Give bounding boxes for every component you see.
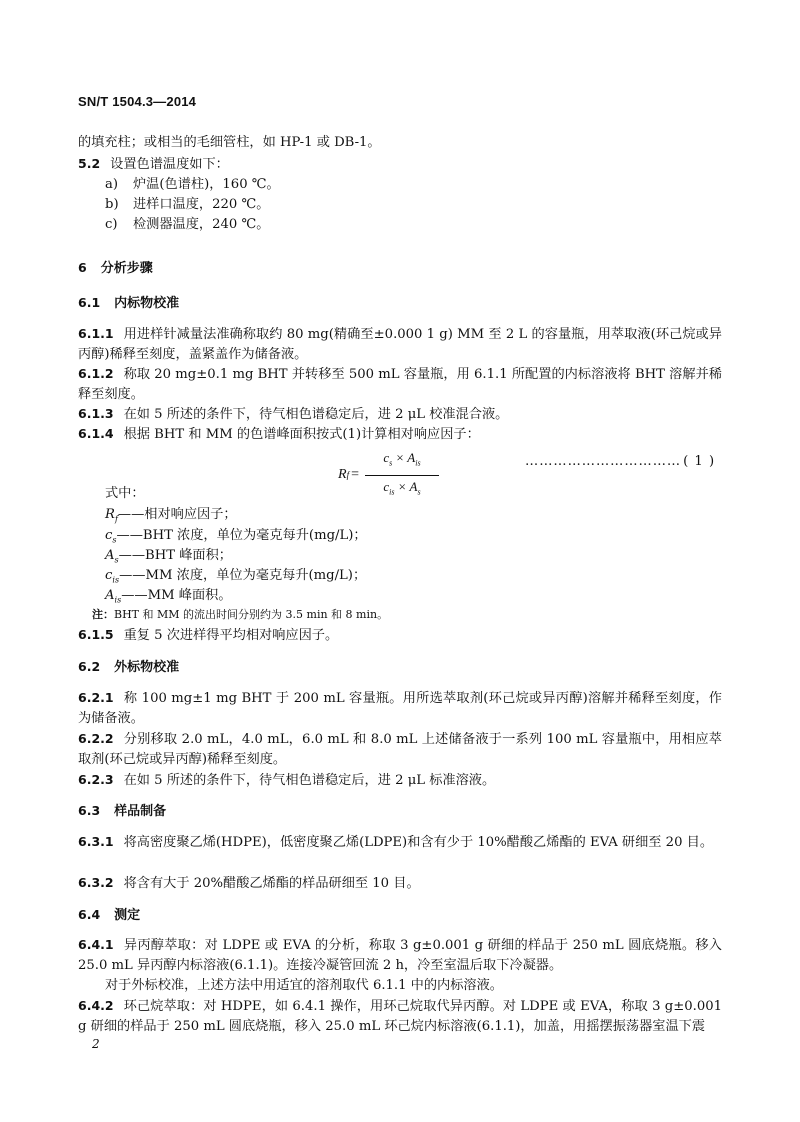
clause-6-1-1: 6.1.1 用进样针减量法准确称取约 80 mg(精确至±0.000 1 g) MM 至 2 L 的容量瓶，用萃取液(环己烷或异丙醇)稀释至刻度，盖紧盖作为储备液。: [78, 326, 722, 362]
section-heading-6: 6 分析步骤: [78, 260, 153, 276]
standard-code: SN/T 1504.3—2014: [78, 94, 197, 109]
list-item: b) 进样口温度，220 ℃。: [105, 197, 270, 212]
section-heading-6-3: 6.3 样品制备: [78, 803, 167, 819]
variable-def: $c_s——BHT$ 浓度，单位为毫克每升(mg/L)；: [105, 528, 367, 545]
clause-6-2-2: 6.2.2 分别移取 2.0 mL，4.0 mL，6.0 mL 和 8.0 mL 上述储备液于一系列 100 mL 容量瓶中，用相应萃取剂(环己烷或异丙醇)稀释至刻度。: [78, 731, 722, 767]
clause-6-1-3: 6.1.3 在如 5 所述的条件下，待气相色谱稳定后，进 2 μL 校准混合液。: [78, 406, 509, 422]
section-heading-6-2: 6.2 外标物校准: [78, 659, 180, 675]
formula-fraction: $\frac{c_s \times A_{is}}{c_{is} \times A_s}$: [365, 448, 439, 502]
formula-number: …………………………… ( 1 ): [525, 454, 716, 469]
where-label: 式中：: [105, 486, 145, 501]
note: 注：BHT 和 MM 的流出时间分别约为 3.5 min 和 8 min。: [92, 608, 389, 621]
list-item: a) 炉温(色谱柱)，160 ℃。: [105, 177, 280, 192]
variable-def: $A_s——BHT$ 峰面积；: [105, 548, 232, 565]
section-heading-6-1: 6.1 内标物校准: [78, 295, 180, 311]
clause-5-2: [78, 154, 229, 175]
clause-text: 设置色谱温度如下：: [110, 157, 229, 172]
clause-6-1-4: 6.1.4 根据 BHT 和 MM 的色谱峰面积按式(1)计算相对响应因子：: [78, 426, 480, 442]
section-heading-6-4: 6.4 测定: [78, 907, 141, 923]
clause-6-4-1-note: 对于外标校准，上述方法中用适宜的溶剂取代 6.1.1 中的内标溶液。: [105, 978, 503, 993]
clause-6-4-1: 6.4.1 异丙醇萃取：对 LDPE 或 EVA 的分析，称取 3 g±0.001 g 研细的样品于 250 mL 圆底烧瓶。移入 25.0 mL 异丙醇内标溶液(6.1.1)。连接冷凝管回流 2 h，冷至室温后取下冷凝器。: [78, 937, 722, 973]
continued-text: 的填充柱；或相当的毛细管柱，如 HP-1 或 DB-1。: [78, 135, 381, 150]
formula-1: R f = $\frac{c_s \times A_{is}}{c_{is} \times A_s}$: [338, 448, 439, 502]
clause-6-2-3: 6.2.3 在如 5 所述的条件下，待气相色谱稳定后，进 2 μL 标准溶液。: [78, 772, 496, 788]
clause-6-3-1: 6.3.1 将高密度聚乙烯(HDPE)，低密度聚乙烯(LDPE)和含有少于 10%醋酸乙烯酯的 EVA 研细至 20 目。: [78, 834, 714, 850]
clause-6-3-2: 6.3.2 将含有大于 20%醋酸乙烯酯的样品研细至 10 目。: [78, 875, 420, 891]
variable-def: $A_{is}——MM$ 峰面积。: [105, 588, 232, 605]
clause-6-1-2: 6.1.2 称取 20 mg±0.1 mg BHT 并转移至 500 mL 容量瓶，用 6.1.1 所配置的内标溶液将 BHT 溶解并稀释至刻度。: [78, 366, 722, 402]
clause-6-4-2: 6.4.2 环己烷萃取：对 HDPE，如 6.4.1 操作，用环己烷取代异丙醇。对 LDPE 或 EVA，称取 3 g±0.001 g 研细的样品于 250 mL 圆底烧瓶，移入 25.0 mL 环己烷内标溶液(6.1.1)，加盖，用摇摆振荡器室温下震: [78, 998, 722, 1034]
list-item: c) 检测器温度，240 ℃。: [105, 217, 270, 232]
clause-number: 5.2: [78, 156, 101, 171]
clause-6-1-5: 6.1.5 重复 5 次进样得平均相对响应因子。: [78, 627, 339, 643]
variable-def: $R_f——$相对响应因子；: [105, 507, 237, 524]
variable-def: $c_{is}——MM$ 浓度，单位为毫克每升(mg/L)；: [105, 568, 367, 585]
page-number: 2: [92, 1037, 100, 1051]
clause-6-2-1: 6.2.1 称 100 mg±1 mg BHT 于 200 mL 容量瓶。用所选萃取剂(环己烷或异丙醇)溶解并稀释至刻度，作为储备液。: [78, 690, 722, 726]
